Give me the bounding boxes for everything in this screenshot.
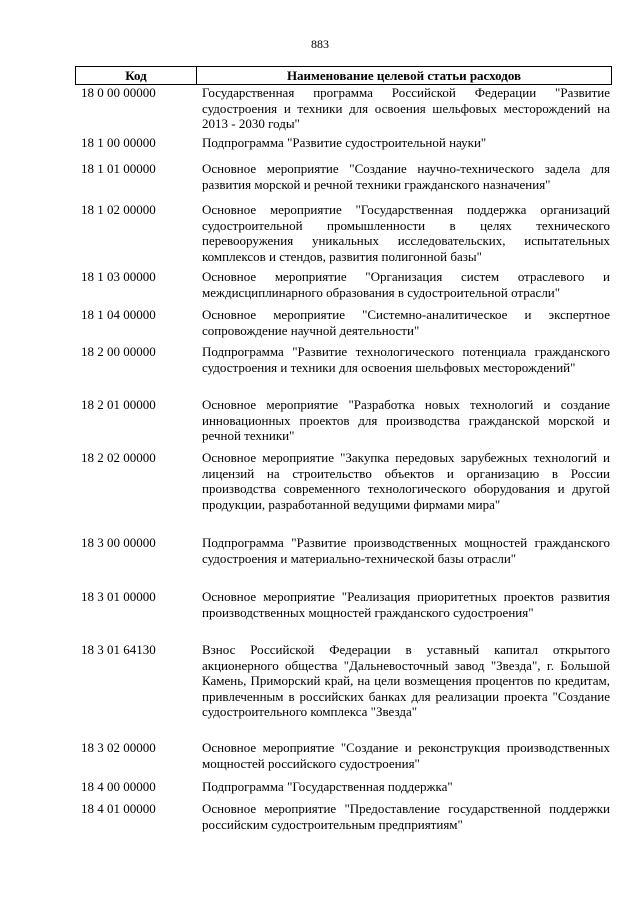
row-name: Основное мероприятие "Государственная поддержка организаций судостроительной промышленности в целях технического перевооружения уникальных исследовательских, испытательных комплексов и стендов, развития полигонной базы"	[202, 202, 610, 264]
row-name: Основное мероприятие "Создание научно-технического задела для развития морской и речной техники гражданского назначения"	[202, 161, 610, 192]
table-row	[75, 269, 612, 307]
row-code: 18 0 00 00000	[81, 85, 156, 100]
budget-table	[75, 66, 612, 837]
row-code: 18 2 00 00000	[81, 344, 156, 359]
table-row	[75, 801, 612, 837]
table-row	[75, 450, 612, 535]
table-row	[75, 135, 612, 161]
table-row	[75, 642, 612, 740]
table-row	[75, 344, 612, 397]
row-code: 18 4 00 00000	[81, 779, 156, 794]
table-row	[75, 397, 612, 450]
row-code: 18 4 01 00000	[81, 801, 156, 816]
row-name: Основное мероприятие "Разработка новых технологий и создание инновационных проектов для производства гражданской морской и речной техники"	[202, 397, 610, 443]
row-name: Основное мероприятие "Организация систем отраслевого и междисциплинарного образования в судостроительной отрасли"	[202, 269, 610, 300]
header-name: Наименование целевой статьи расходов	[286, 68, 522, 83]
row-code: 18 3 02 00000	[81, 740, 156, 755]
row-name: Подпрограмма "Государственная поддержка"	[202, 779, 453, 794]
row-name: Подпрограмма "Развитие судостроительной науки"	[202, 135, 487, 150]
table-header	[75, 66, 612, 85]
table-row	[75, 589, 612, 642]
row-code: 18 1 01 00000	[81, 161, 156, 176]
row-name: Основное мероприятие "Предоставление государственной поддержки российским судостроительным предприятиям"	[202, 801, 610, 832]
table-row	[75, 779, 612, 801]
row-name: Подпрограмма "Развитие технологического потенциала гражданского судостроения и техники для освоения шельфовых месторождений"	[202, 344, 610, 375]
row-code: 18 3 00 00000	[81, 535, 156, 550]
row-name: Основное мероприятие "Реализация приоритетных проектов развития производственных мощностей гражданского судостроения"	[202, 589, 610, 620]
table-row	[75, 535, 612, 589]
row-name: Основное мероприятие "Создание и реконструкция производственных мощностей российского судостроения"	[202, 740, 610, 771]
row-name: Подпрограмма "Развитие производственных мощностей гражданского судостроения и материально-технической базы отрасли"	[202, 535, 610, 566]
row-code: 18 3 01 64130	[81, 642, 156, 657]
row-name: Взнос Российской Федерации в уставный капитал открытого акционерного общества "Дальневосточный завод "Звезда", г. Большой Камень, Приморский край, на цели возмещения процентов по кредитам, привлеченным в российских банках для реализации проекта "Создание судостроительного комплекса "Звезда"	[202, 642, 610, 719]
row-code: 18 1 00 00000	[81, 135, 156, 150]
row-name: Государственная программа Российской Федерации "Развитие судостроения и техники для освоения шельфовых месторождений на 2013 - 2030 годы"	[202, 85, 610, 131]
page-number: 883	[311, 37, 329, 51]
table-row	[75, 740, 612, 779]
row-code: 18 1 02 00000	[81, 202, 156, 217]
table-row	[75, 307, 612, 344]
row-code: 18 2 02 00000	[81, 450, 156, 465]
table-row	[75, 85, 612, 135]
table-row	[75, 161, 612, 202]
row-code: 18 1 04 00000	[81, 307, 156, 322]
table-row	[75, 202, 612, 269]
row-code: 18 3 01 00000	[81, 589, 156, 604]
row-code: 18 2 01 00000	[81, 397, 156, 412]
header-code: Код	[76, 67, 197, 84]
row-name: Основное мероприятие "Закупка передовых зарубежных технологий и лицензий на строительство объектов и организацию в России производства современного технологического оборудования и другой продукции, разработанной ведущими фирмами мира"	[202, 450, 610, 512]
row-code: 18 1 03 00000	[81, 269, 156, 284]
row-name: Основное мероприятие "Системно-аналитическое и экспертное сопровождение научной деятельности"	[202, 307, 610, 338]
